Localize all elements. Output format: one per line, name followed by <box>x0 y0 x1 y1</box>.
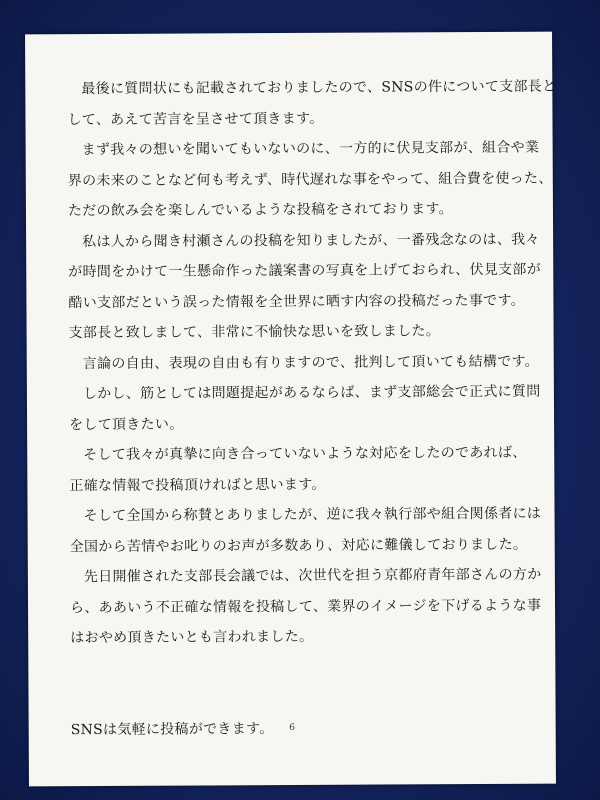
text-line: 支部長と致しまして、非常に不愉快な思いを致しました。 <box>68 323 441 342</box>
text-line: 先日開催された支部長会議では、次世代を担う京都府青年部さんの方か <box>83 566 542 586</box>
text-line: ただの飲み会を楽しんでいるような投稿をされております。 <box>67 201 453 220</box>
text-line: が時間をかけて一生懸命作った議案書の写真を上げておられ、伏見支部が <box>68 261 542 281</box>
text-line: 最後に質問状にも記載されておりましたので、SNSの件について支部長と <box>81 78 557 98</box>
text-line: して、あえて苦言を呈させて頂きます。 <box>67 110 324 128</box>
document-body <box>67 72 557 745</box>
text-line: 酷い支部だという誤った情報を全世界に晒す内容の投稿だった事です。 <box>68 292 525 311</box>
text-line: 言論の自由、表現の自由も有りますので、批判して頂いても結構です。 <box>82 353 539 372</box>
text-line: をして頂きたい。 <box>69 416 184 433</box>
text-line: 全国から苦情やお叱りのお声が多数あり、対応に難儀しておりました。 <box>69 536 528 555</box>
blank-space <box>70 651 540 714</box>
text-line: はおやめ頂きたいとも言われました。 <box>70 628 314 647</box>
text-line: ら、ああいう不正確な情報を投稿して、業界のイメージを下げるような事 <box>69 597 542 616</box>
text-line: そして我々が真摯に向き合っていないような対応をしたのであれば、 <box>83 444 527 464</box>
text-line: 界の未来のことなど何も考えず、時代遅れな事をやって、組合費を使った、 <box>67 170 553 189</box>
text-line: 正確な情報で投稿頂ければと思います。 <box>69 476 326 494</box>
document-page <box>25 32 556 787</box>
text-line: そして全国から称賛とありましたが、逆に我々執行部や組合関係者には <box>83 505 542 525</box>
text-line: しかし、筋としては問題提起があるならば、まず支部総会で正式に質問 <box>82 383 541 403</box>
page-number: 6 <box>289 722 296 734</box>
text-line: SNSは気軽に投稿ができます。 <box>70 720 274 738</box>
text-line: まず我々の想いを聞いてもいないのに、一方的に伏見支部が、組合や業 <box>81 139 540 159</box>
text-line: 私は人から聞き村瀬さんの投稿を知りましたが、一番残念なのは、我々 <box>82 231 540 250</box>
